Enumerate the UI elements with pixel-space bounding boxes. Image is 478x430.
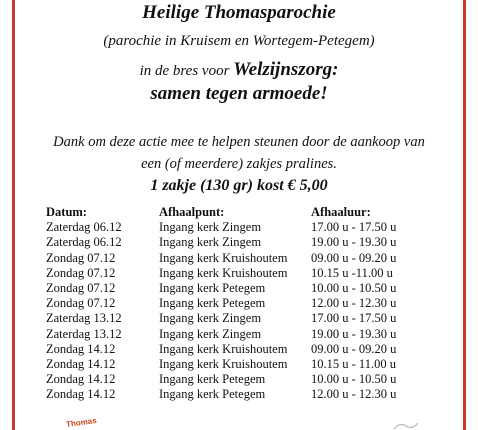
price-line: 1 zakje (130 gr) kost € 5,00 xyxy=(150,177,328,194)
cell-time: 19.00 u - 19.30 u xyxy=(311,326,397,341)
pickup-schedule-table xyxy=(46,205,421,402)
cell-time: 17.00 u - 17.50 u xyxy=(311,220,397,235)
cell-location: Ingang kerk Zingem xyxy=(159,220,262,235)
cell-location: Ingang kerk Kruishoutem xyxy=(159,341,288,356)
table-row xyxy=(46,357,421,372)
campaign-slogan: samen tegen armoede! xyxy=(150,83,328,104)
thanks-text xyxy=(0,131,478,175)
cell-date: Zondag 14.12 xyxy=(46,372,116,387)
table-row xyxy=(46,235,421,250)
cell-time: 12.00 u - 12.30 u xyxy=(311,387,397,402)
parish-subtitle: (parochie in Kruisem en Wortegem-Petegem) xyxy=(103,33,375,49)
parish-title: Heilige Thomasparochie xyxy=(142,2,336,23)
cell-location: Ingang kerk Zingem xyxy=(159,326,262,341)
cell-date: Zaterdag 06.12 xyxy=(46,235,122,250)
cell-location: Ingang kerk Kruishoutem xyxy=(159,265,288,280)
table-row xyxy=(46,327,421,342)
cell-time: 10.00 u - 10.50 u xyxy=(311,372,397,387)
cell-location: Ingang kerk Petegem xyxy=(159,372,266,387)
column-header-date: Datum: xyxy=(46,205,87,219)
cell-date: Zondag 07.12 xyxy=(46,265,116,280)
cell-date: Zondag 07.12 xyxy=(46,296,116,311)
table-row xyxy=(46,311,421,326)
campaign-line xyxy=(0,59,478,81)
cell-date: Zondag 07.12 xyxy=(46,280,116,295)
table-row xyxy=(46,266,421,281)
campaign-emphasis: Welzijnszorg: xyxy=(233,59,339,80)
cell-time: 10.15 u - 11.00 u xyxy=(311,356,396,371)
cell-time: 09.00 u - 09.20 u xyxy=(311,250,397,265)
table-header-row xyxy=(46,205,421,220)
welzijnszorg-logo-icon xyxy=(392,420,420,430)
table-row xyxy=(46,220,421,235)
table-row xyxy=(46,372,421,387)
cell-time: 19.00 u - 19.30 u xyxy=(311,235,397,250)
cell-location: Ingang kerk Zingem xyxy=(159,235,262,250)
cell-date: Zaterdag 13.12 xyxy=(46,311,122,326)
cell-date: Zondag 14.12 xyxy=(46,356,116,371)
cell-time: 10.00 u - 10.50 u xyxy=(311,280,397,295)
cell-location: Ingang kerk Petegem xyxy=(159,280,266,295)
table-row xyxy=(46,251,421,266)
cell-time: 12.00 u - 12.30 u xyxy=(311,296,397,311)
cell-location: Ingang kerk Kruishoutem xyxy=(159,356,288,371)
table-row xyxy=(46,281,421,296)
thanks-line-2: een (of meerdere) zakjes pralines. xyxy=(141,156,337,172)
cell-time: 17.00 u - 17.50 u xyxy=(311,311,397,326)
cell-location: Ingang kerk Petegem xyxy=(159,387,266,402)
cell-date: Zaterdag 13.12 xyxy=(46,326,122,341)
column-header-time: Afhaaluur: xyxy=(311,205,371,219)
cell-time: 10.15 u -11.00 u xyxy=(311,265,393,280)
table-row xyxy=(46,387,421,402)
cell-time: 09.00 u - 09.20 u xyxy=(311,341,397,356)
cell-date: Zondag 07.12 xyxy=(46,250,116,265)
cell-location: Ingang kerk Petegem xyxy=(159,296,266,311)
parish-logo: Thomas xyxy=(65,415,98,430)
cell-location: Ingang kerk Zingem xyxy=(159,311,262,326)
cell-date: Zondag 14.12 xyxy=(46,387,116,402)
cell-location: Ingang kerk Kruishoutem xyxy=(159,250,288,265)
thanks-line-1: Dank om deze actie mee te helpen steunen door de aankoop van xyxy=(53,134,425,150)
table-row xyxy=(46,296,421,311)
campaign-prefix: in de bres voor xyxy=(139,63,234,79)
cell-date: Zaterdag 06.12 xyxy=(46,220,122,235)
cell-date: Zondag 14.12 xyxy=(46,341,116,356)
column-header-location: Afhaalpunt: xyxy=(159,205,225,219)
table-row xyxy=(46,342,421,357)
